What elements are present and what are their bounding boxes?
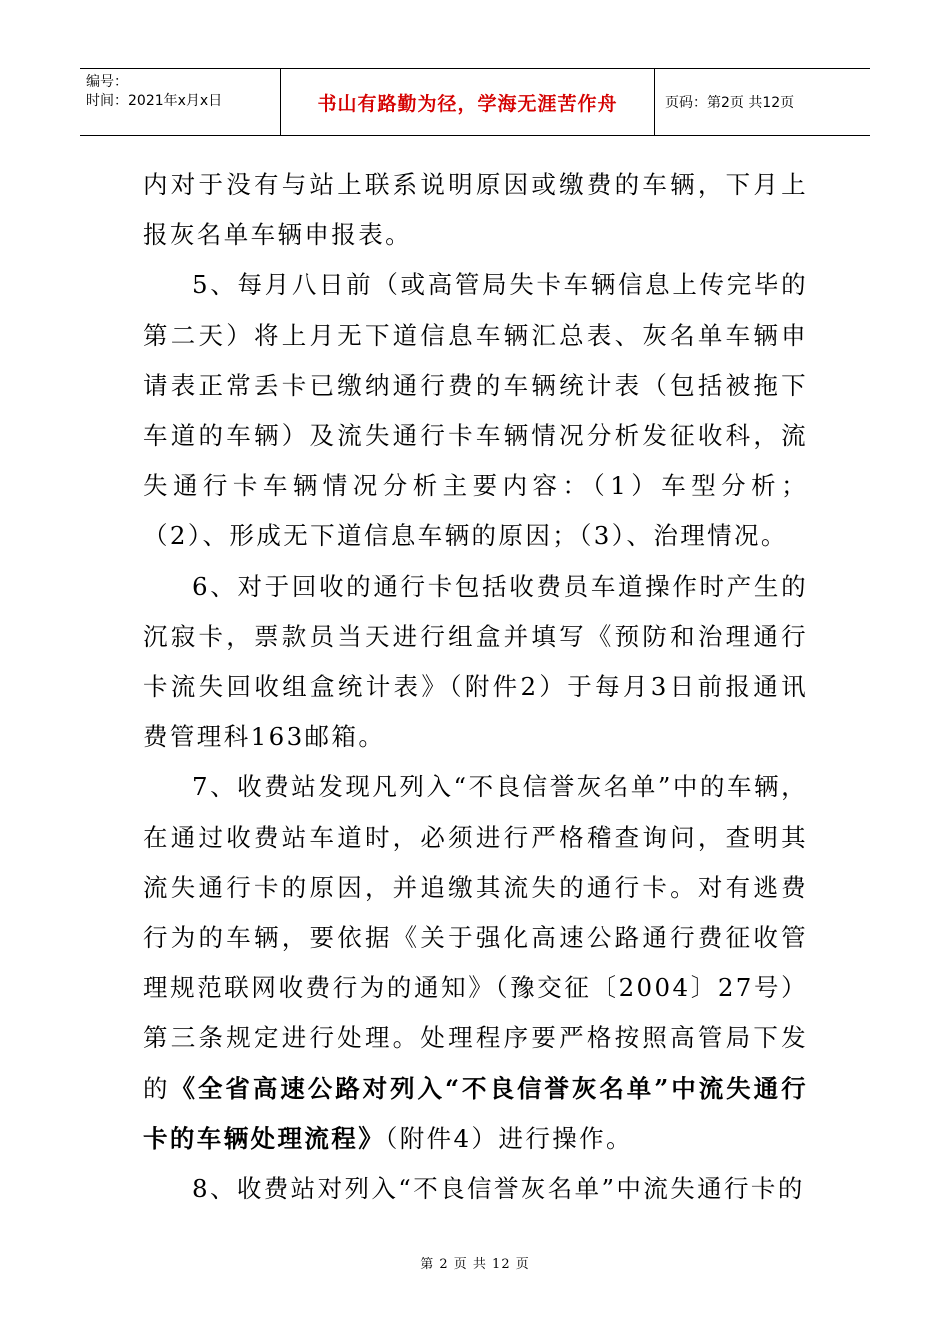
paragraph-item-7-text: 7、收费站发现凡列入“不良信誉灰名单”中的车辆，在通过收费站车道时，必须进行严格稽查询问，查明其流失通行卡的原因，并追缴其流失的通行卡。对有逃费行为的车辆，要依据《关于强化高速公路通行费征收管理规范联网收费行为的通知》（豫交征〔2004〕27号）第三条规定进行处理。处理程序要严格按照高管局下发的 <box>143 772 808 1103</box>
process-document-title: 《全省高速公路对列入“不良信誉灰名单”中流失通行卡的车辆处理流程》 <box>143 1073 808 1153</box>
document-number-label: 编号： <box>86 74 128 90</box>
paragraph-item-6: 6、对于回收的通行卡包括收费员车道操作时产生的沉寂卡，票款员当天进行组盒并填写《预防和治理通行卡流失回收组盒统计表》（附件2）于每月3日前报通讯费管理科163邮箱。 <box>143 571 808 752</box>
header-meta <box>80 69 280 135</box>
page-header <box>80 68 870 136</box>
paragraph-continuation: 内对于没有与站上联系说明原因或缴费的车辆，下月上报灰名单车辆申报表。 <box>143 170 808 250</box>
document-date: 时间：2021年x月x日 <box>86 93 223 109</box>
header-page-info: 页码：第2页 共12页 <box>665 95 795 111</box>
paragraph-item-5: 5、每月八日前（或高管局失卡车辆信息上传完毕的第二天）将上月无下道信息车辆汇总表、灰名单车辆申请表正常丢卡已缴纳通行费的车辆统计表（包括被拖下车道的车辆）及流失通行卡车辆情况分析发征收科，流失通行卡车辆情况分析主要内容：（1）车型分析；（2）、形成无下道信息车辆的原因；（3）、治理情况。 <box>143 270 808 551</box>
header-motto: 书山有路勤为径，学海无涯苦作舟 <box>280 69 655 135</box>
page-footer: 第 2 页 共 12 页 <box>420 1257 530 1272</box>
paragraph-item-7-tail: （附件4）进行操作。 <box>385 1123 633 1153</box>
paragraph-item-7 <box>143 762 808 1164</box>
document-body <box>143 160 808 1214</box>
paragraph-item-8: 8、收费站对列入“不良信誉灰名单”中流失通行卡的 <box>192 1174 805 1204</box>
